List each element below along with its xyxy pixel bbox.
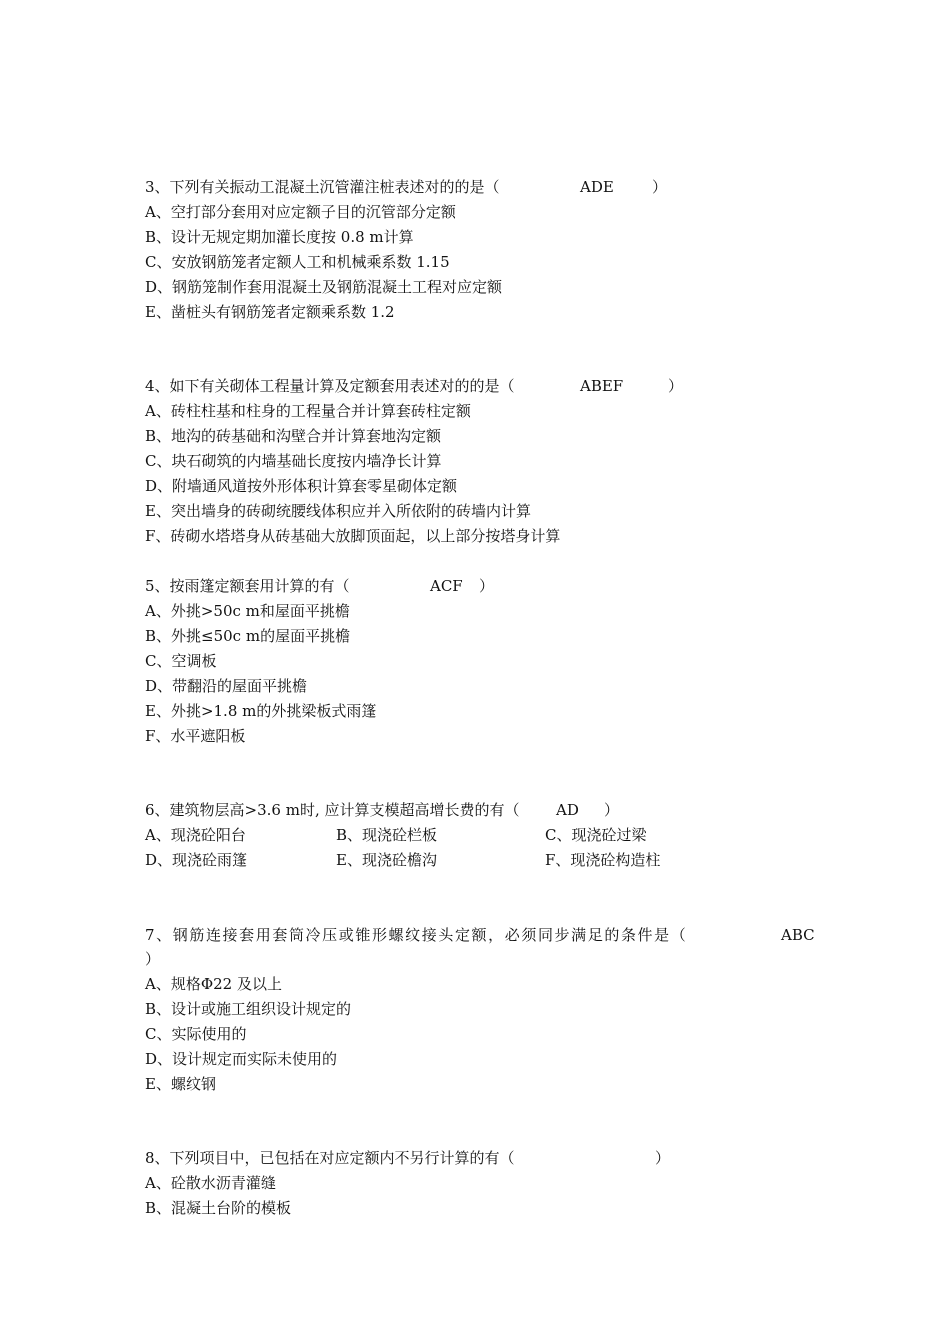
question-4-option-c: C、块石砌筑的内墙基础长度按内墙净长计算 — [145, 452, 442, 470]
question-3-close-paren: ） — [652, 178, 668, 196]
question-3-option-d: D、钢筋笼制作套用混凝土及钢筋混凝土工程对应定额 — [145, 278, 503, 296]
question-7-close-paren: ） — [145, 950, 161, 968]
question-5-option-d: D、带翻沿的屋面平挑檐 — [145, 677, 308, 695]
question-6-option-e: E、现浇砼檐沟 — [336, 851, 437, 869]
question-6-option-f: F、现浇砼构造柱 — [545, 851, 661, 869]
question-5-option-b: B、外挑≤50c m的屋面平挑檐 — [145, 627, 351, 645]
question-3-answer: ADE — [580, 178, 614, 196]
question-8-close-paren: ） — [655, 1149, 671, 1167]
question-5-answer: ACF — [430, 577, 463, 595]
question-3-option-a: A、空打部分套用对应定额子目的沉管部分定额 — [145, 203, 456, 221]
question-5-close-paren: ） — [479, 577, 495, 595]
question-5-stem: 5、按雨篷定额套用计算的有（ — [145, 577, 350, 595]
question-5-option-f: F、水平遮阳板 — [145, 727, 246, 745]
question-8-stem: 8、下列项目中，已包括在对应定额内不另行计算的有（ — [145, 1149, 515, 1167]
question-7-option-c: C、实际使用的 — [145, 1025, 247, 1043]
question-6-option-d: D、现浇砼雨篷 — [145, 851, 248, 869]
question-6-option-b: B、现浇砼栏板 — [336, 826, 438, 844]
question-4-option-e: E、突出墙身的砖砌统腰线体积应并入所依附的砖墙内计算 — [145, 502, 531, 520]
question-6-close-paren: ） — [604, 801, 620, 819]
question-7-option-e: E、螺纹钢 — [145, 1075, 216, 1093]
question-7-option-a: A、规格Φ22 及以上 — [145, 975, 282, 993]
question-3-option-c: C、安放钢筋笼者定额人工和机械乘系数 1.15 — [145, 253, 450, 271]
question-4-option-d: D、附墙通风道按外形体积计算套零星砌体定额 — [145, 477, 458, 495]
question-3-stem: 3、下列有关振动工混凝土沉管灌注桩表述对的的是（ — [145, 178, 500, 196]
question-7-stem: 7、钢筋连接套用套筒冷压或锥形螺纹接头定额，必须同步满足的条件是（ — [145, 926, 688, 944]
question-4-option-a: A、砖柱柱基和柱身的工程量合并计算套砖柱定额 — [145, 402, 471, 420]
question-6-option-c: C、现浇砼过梁 — [545, 826, 647, 844]
question-6-answer: AD — [556, 801, 579, 819]
question-4-stem: 4、如下有关砌体工程量计算及定额套用表述对的的是（ — [145, 377, 515, 395]
question-6-option-a: A、现浇砼阳台 — [145, 826, 246, 844]
question-4-option-f: F、砖砌水塔塔身从砖基础大放脚顶面起，以上部分按塔身计算 — [145, 527, 561, 545]
question-3-option-b: B、设计无规定期加灌长度按 0.8 m计算 — [145, 228, 414, 246]
question-3-option-e: E、凿桩头有钢筋笼者定额乘系数 1.2 — [145, 303, 395, 321]
question-6-stem: 6、建筑物层高>3.6 m时, 应计算支模超高增长费的有（ — [145, 801, 520, 819]
question-5-option-c: C、空调板 — [145, 652, 217, 670]
question-4-answer: ABEF — [580, 377, 624, 395]
question-8-option-a: A、砼散水沥青灌缝 — [145, 1174, 276, 1192]
question-8-option-b: B、混凝土台阶的模板 — [145, 1199, 292, 1217]
question-7-answer: ABC — [781, 926, 815, 944]
question-4-option-b: B、地沟的砖基础和沟壁合并计算套地沟定额 — [145, 427, 442, 445]
question-7-option-b: B、设计或施工组织设计规定的 — [145, 1000, 352, 1018]
question-4-close-paren: ） — [668, 377, 684, 395]
question-7-option-d: D、设计规定而实际未使用的 — [145, 1050, 338, 1068]
question-5-option-a: A、外挑>50c m和屋面平挑檐 — [145, 602, 350, 620]
question-5-option-e: E、外挑>1.8 m的外挑梁板式雨篷 — [145, 702, 377, 720]
